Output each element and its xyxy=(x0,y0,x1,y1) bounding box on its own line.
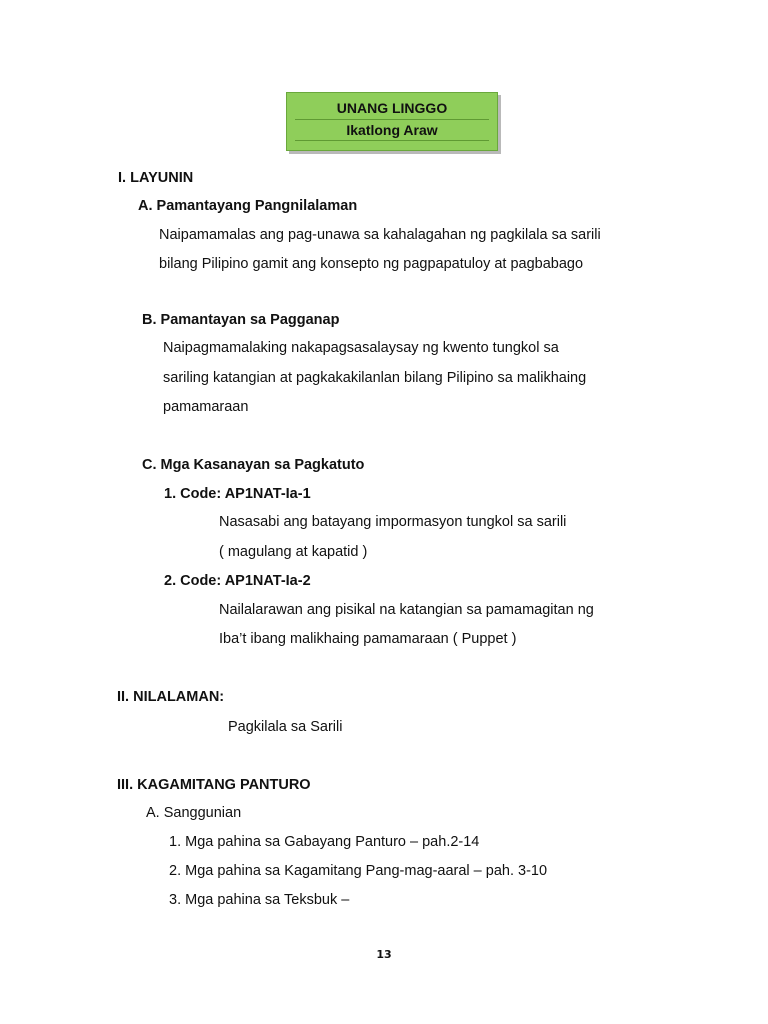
section-3-heading: III. KAGAMITANG PANTURO xyxy=(117,777,311,793)
week-title: UNANG LINGGO xyxy=(336,100,448,116)
competency-line: Iba’t ibang malikhaing pamamaraan ( Puppet ) xyxy=(219,631,517,647)
reference-item: 1. Mga pahina sa Gabayang Panturo – pah.2-14 xyxy=(169,834,480,850)
day-subtitle: Ikatlong Araw xyxy=(295,119,489,141)
section-2-heading: II. NILALAMAN: xyxy=(117,689,225,705)
competency-line: ( magulang at kapatid ) xyxy=(219,544,368,560)
paragraph-line: sariling katangian at pagkakakilanlan bilang Pilipino sa malikhaing xyxy=(163,370,587,386)
competency-line: Nasasabi ang batayang impormasyon tungkol sa sarili xyxy=(219,514,567,530)
page-number: 13 xyxy=(376,948,392,961)
competency-code: 1. Code: AP1NAT-Ia-1 xyxy=(164,486,311,502)
paragraph-line: bilang Pilipino gamit ang konsepto ng pagpapatuloy at pagbabago xyxy=(159,256,584,272)
section-1a-heading: A. Pamantayang Pangnilalaman xyxy=(138,198,358,214)
reference-item: 2. Mga pahina sa Kagamitang Pang-mag-aaral – pah. 3-10 xyxy=(169,863,548,879)
competency-line: Nailalarawan ang pisikal na katangian sa pamamagitan ng xyxy=(219,602,594,618)
reference-item: 3. Mga pahina sa Teksbuk – xyxy=(169,892,350,908)
section-3a-heading: A. Sanggunian xyxy=(146,805,242,821)
paragraph-line: Naipagmamalaking nakapagsasalaysay ng kwento tungkol sa xyxy=(163,340,559,356)
section-2-content: Pagkilala sa Sarili xyxy=(228,719,343,735)
section-1c-heading: C. Mga Kasanayan sa Pagkatuto xyxy=(142,457,365,473)
paragraph-line: Naipamamalas ang pag-unawa sa kahalagahan ng pagkilala sa sarili xyxy=(159,227,601,243)
title-box xyxy=(286,92,498,151)
paragraph-line: pamamaraan xyxy=(163,399,249,415)
section-1b-heading: B. Pamantayan sa Pagganap xyxy=(142,312,340,328)
competency-code: 2. Code: AP1NAT-Ia-2 xyxy=(164,573,311,589)
section-1-heading: I. LAYUNIN xyxy=(118,170,194,186)
